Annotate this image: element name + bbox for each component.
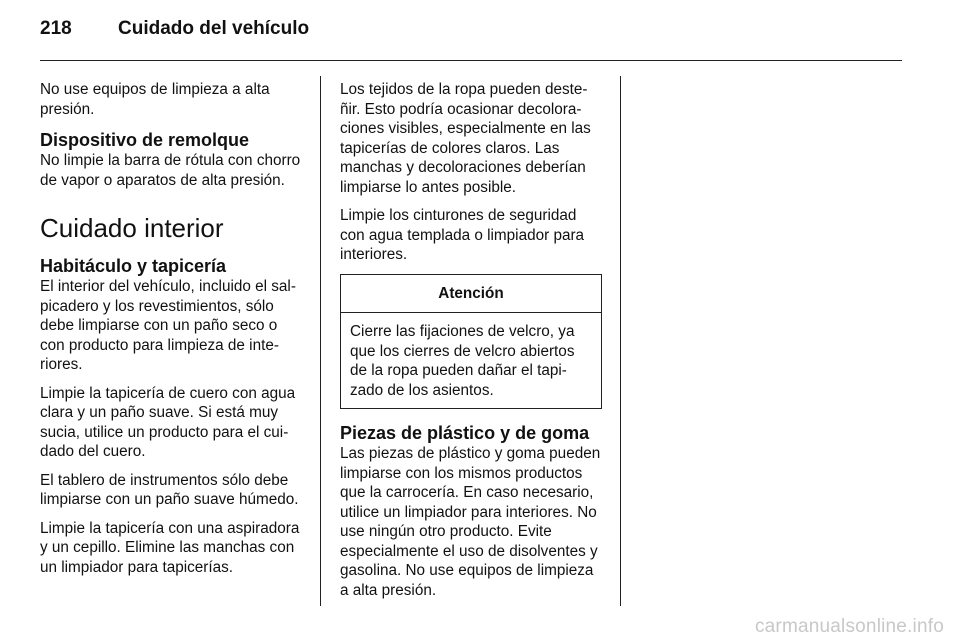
attention-title: Atención [341,275,601,314]
interior-care-heading: Cuidado interior [40,213,224,243]
page-number: 218 [40,18,72,39]
towbar-heading: Dispositivo de remolque [40,130,250,150]
page-title: Cuidado del vehículo [118,18,310,39]
page-header [40,18,309,48]
column-divider-right [620,76,621,606]
upholstery-heading: Habitáculo y tapicería [40,256,227,276]
fabric-paragraph: Los tejidos de la ropa pueden desteñir. Esto podría ocasionar decoloraciones visibles, especialmente en las tapicerías de colores claros. Las manchas y decoloraciones deberían limpiarse lo antes posible. [340,81,591,196]
header-rule [40,60,902,61]
upholstery-paragraph-2: Limpie la tapicería de cuero con agua clara y un paño suave. Si está muy sucia, utilice un producto para el cuidado del cuero. [40,384,296,460]
attention-box [340,274,602,410]
column-middle [340,80,602,609]
upholstery-paragraph-4: Limpie la tapicería con una aspiradora y un cepillo. Elimine las manchas con un limpiador para tapicerías. [40,519,300,576]
towbar-paragraph: No limpie la barra de rótula con chorro de vapor o aparatos de alta presión. [40,152,301,189]
attention-text: Cierre las fijaciones de velcro, ya que los cierres de velcro abiertos de la ropa pueden dañar el tapizado de los asientos. [350,323,575,399]
upholstery-paragraph-3: El tablero de instrumentos sólo debe limpiarse con un paño suave húmedo. [40,471,299,508]
plastic-rubber-paragraph: Las piezas de plástico y goma pueden limpiarse con los mismos productos que la carrocería. En caso necesario, utilice un limpiador para interiores. No use ningún otro producto. Evite especialmente el uso de disolventes y gasolina. No use equipos de limpieza a alta presión. [340,445,601,599]
column-left [40,80,302,586]
plastic-rubber-heading: Piezas de plástico y de goma [340,423,590,443]
column-divider-left [320,76,321,606]
intro-paragraph: No use equipos de limpieza a alta presión. [40,81,270,118]
upholstery-paragraph-1: El interior del vehículo, incluido el salpicadero y los revestimientos, sólo debe limpiarse con un paño seco o con producto para limpieza de interiores. [40,278,296,373]
watermark: carmanualsonline.info [754,616,944,637]
seatbelt-paragraph: Limpie los cinturones de seguridad con agua templada o limpiador para interiores. [340,207,585,263]
